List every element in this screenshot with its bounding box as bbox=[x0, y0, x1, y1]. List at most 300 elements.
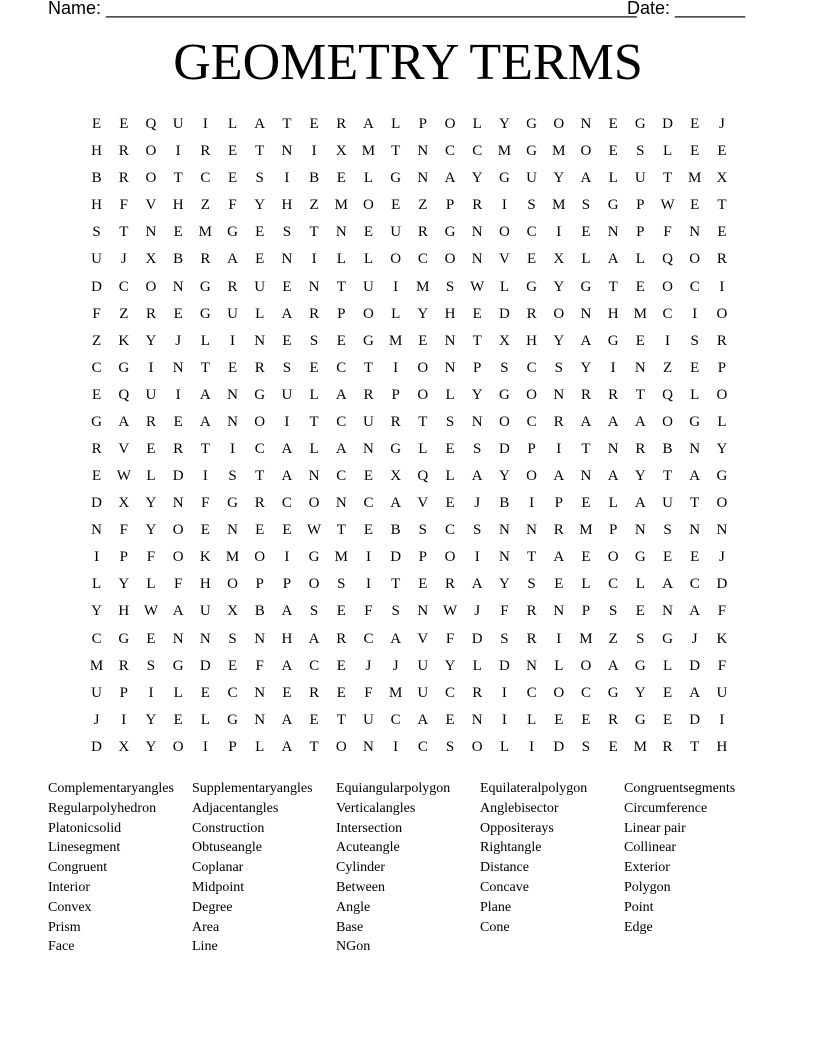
word-list-item: Equiangularpolygon bbox=[336, 781, 451, 796]
grid-letter: N bbox=[553, 386, 565, 403]
grid-letter: F bbox=[119, 522, 128, 539]
word-list-item: Oppositerays bbox=[480, 820, 554, 836]
grid-letter: C bbox=[309, 657, 320, 674]
grid-letter: S bbox=[527, 576, 536, 593]
grid-letter: E bbox=[227, 143, 238, 160]
grid-letter: F bbox=[445, 630, 455, 647]
grid-letter: Y bbox=[553, 332, 565, 349]
grid-letter: R bbox=[336, 630, 347, 647]
grid-letter: D bbox=[498, 305, 510, 322]
grid-letter: O bbox=[227, 576, 238, 593]
grid-letter: I bbox=[719, 278, 725, 295]
grid-letter: T bbox=[662, 468, 673, 485]
grid-letter: N bbox=[689, 224, 701, 241]
word-list-item: Verticalangles bbox=[336, 800, 416, 816]
grid-letter: D bbox=[498, 440, 510, 457]
grid-letter: C bbox=[608, 576, 619, 593]
grid-letter: A bbox=[363, 116, 374, 133]
grid-letter: E bbox=[418, 332, 428, 349]
grid-letter: Z bbox=[662, 359, 673, 376]
grid-letter: S bbox=[146, 657, 156, 674]
grid-letter: T bbox=[363, 359, 374, 376]
grid-letter: A bbox=[607, 468, 619, 485]
grid-letter: S bbox=[473, 522, 482, 539]
grid-letter: L bbox=[336, 251, 346, 268]
date-field[interactable]: Date: _______ bbox=[627, 0, 746, 18]
grid-letter: R bbox=[553, 413, 564, 430]
grid-letter: T bbox=[635, 386, 645, 403]
grid-letter: C bbox=[580, 684, 591, 701]
grid-letter: A bbox=[254, 116, 266, 133]
grid-letter: H bbox=[607, 305, 619, 322]
grid-letter: O bbox=[308, 495, 320, 512]
grid-letter: N bbox=[308, 468, 320, 485]
grid-letter: Y bbox=[145, 332, 157, 349]
grid-letter: F bbox=[255, 657, 264, 674]
grid-letter: I bbox=[610, 359, 616, 376]
grid-letter: M bbox=[633, 738, 648, 755]
grid-letter: G bbox=[634, 711, 646, 728]
grid-letter: R bbox=[662, 738, 673, 755]
grid-letter: O bbox=[607, 549, 619, 566]
grid-letter: V bbox=[417, 495, 429, 512]
grid-letter: A bbox=[335, 440, 347, 457]
grid-letter: O bbox=[444, 251, 456, 268]
grid-letter: B bbox=[390, 522, 401, 539]
grid-letter: C bbox=[445, 684, 456, 701]
word-list-item: Complementaryangles bbox=[48, 781, 174, 796]
grid-letter: S bbox=[690, 332, 699, 349]
grid-letter: R bbox=[526, 603, 537, 620]
grid-letter: E bbox=[554, 711, 564, 728]
grid-letter: T bbox=[418, 413, 428, 430]
grid-letter: Q bbox=[662, 251, 673, 268]
grid-letter: S bbox=[445, 738, 455, 755]
grid-letter: N bbox=[634, 522, 646, 539]
grid-letter: L bbox=[608, 170, 618, 187]
grid-letter: G bbox=[172, 657, 184, 674]
word-list-item: Area bbox=[192, 919, 220, 935]
grid-letter: M bbox=[579, 522, 593, 539]
grid-letter: N bbox=[227, 413, 238, 430]
grid-letter: C bbox=[118, 278, 129, 295]
word-list-item: Distance bbox=[480, 860, 529, 876]
grid-letter: G bbox=[254, 386, 266, 403]
grid-letter: N bbox=[444, 332, 456, 349]
grid-letter: I bbox=[94, 549, 100, 566]
grid-letter: N bbox=[308, 278, 320, 295]
grid-letter: A bbox=[390, 630, 402, 647]
grid-letter: R bbox=[254, 359, 265, 376]
grid-letter: L bbox=[391, 305, 401, 322]
grid-letter: Q bbox=[118, 386, 130, 403]
grid-letter: X bbox=[553, 251, 565, 268]
grid-letter: R bbox=[716, 251, 727, 268]
grid-letter: N bbox=[417, 170, 429, 187]
grid-letter: U bbox=[716, 684, 728, 701]
grid-letter: N bbox=[607, 440, 619, 457]
grid-letter: N bbox=[526, 522, 538, 539]
grid-letter: E bbox=[717, 224, 727, 241]
grid-letter: R bbox=[608, 711, 619, 728]
grid-letter: O bbox=[363, 305, 374, 322]
grid-letter: M bbox=[416, 278, 430, 295]
grid-letter: D bbox=[91, 738, 103, 755]
grid-letter: R bbox=[445, 576, 456, 593]
word-list-item: Linear pair bbox=[624, 820, 686, 836]
grid-letter: Y bbox=[634, 468, 646, 485]
word-list-item: Prism bbox=[48, 919, 81, 935]
grid-letter: I bbox=[393, 738, 399, 755]
grid-letter: O bbox=[254, 413, 266, 430]
grid-letter: O bbox=[417, 386, 429, 403]
grid-letter: E bbox=[635, 332, 645, 349]
grid-letter: I bbox=[393, 278, 399, 295]
grid-letter: I bbox=[202, 116, 208, 133]
grid-letter: D bbox=[471, 630, 483, 647]
grid-letter: Z bbox=[119, 305, 129, 322]
grid-letter: A bbox=[607, 413, 619, 430]
grid-letter: E bbox=[336, 603, 346, 620]
grid-letter: Y bbox=[634, 684, 646, 701]
grid-letter: P bbox=[418, 549, 428, 566]
grid-letter: O bbox=[553, 116, 565, 133]
grid-letter: M bbox=[497, 143, 512, 160]
grid-letter: N bbox=[689, 440, 701, 457]
grid-letter: L bbox=[309, 386, 319, 403]
grid-letter: E bbox=[635, 603, 645, 620]
grid-letter: E bbox=[391, 197, 401, 214]
grid-letter: U bbox=[363, 278, 374, 295]
grid-letter: T bbox=[309, 413, 319, 430]
grid-letter: N bbox=[254, 630, 266, 647]
grid-letter: C bbox=[445, 522, 456, 539]
grid-letter: G bbox=[118, 630, 130, 647]
grid-letter: S bbox=[581, 738, 591, 755]
grid-letter: C bbox=[445, 143, 456, 160]
grid-letter: L bbox=[554, 657, 564, 674]
grid-letter: J bbox=[93, 711, 100, 728]
grid-letter: G bbox=[498, 170, 510, 187]
grid-letter: I bbox=[202, 738, 208, 755]
grid-letter: Y bbox=[417, 305, 429, 322]
grid-letter: E bbox=[581, 549, 591, 566]
grid-letter: N bbox=[607, 224, 619, 241]
grid-letter: Y bbox=[118, 576, 130, 593]
grid-letter: C bbox=[91, 630, 102, 647]
grid-letter: A bbox=[281, 657, 293, 674]
grid-letter: I bbox=[311, 143, 317, 160]
grid-letter: Y bbox=[553, 278, 565, 295]
word-list-item: Equilateralpolygon bbox=[480, 781, 588, 796]
grid-letter: H bbox=[91, 143, 103, 160]
grid-letter: S bbox=[445, 278, 455, 295]
grid-letter: R bbox=[390, 413, 401, 430]
grid-letter: P bbox=[418, 116, 428, 133]
grid-letter: C bbox=[336, 468, 347, 485]
grid-letter: A bbox=[118, 413, 130, 430]
grid-letter: G bbox=[526, 278, 538, 295]
grid-letter: N bbox=[145, 224, 157, 241]
grid-letter: A bbox=[689, 468, 701, 485]
grid-letter: F bbox=[717, 603, 727, 620]
grid-letter: X bbox=[335, 143, 347, 160]
grid-letter: S bbox=[473, 440, 482, 457]
grid-letter: E bbox=[635, 278, 645, 295]
grid-letter: W bbox=[660, 197, 675, 214]
grid-letter: G bbox=[444, 224, 456, 241]
grid-letter: J bbox=[365, 657, 372, 674]
grid-letter: F bbox=[173, 576, 183, 593]
grid-letter: L bbox=[608, 495, 618, 512]
grid-letter: N bbox=[91, 522, 103, 539]
grid-letter: U bbox=[634, 170, 646, 187]
grid-letter: B bbox=[91, 170, 102, 187]
grid-letter: L bbox=[445, 386, 455, 403]
grid-letter: I bbox=[692, 305, 698, 322]
grid-letter: S bbox=[581, 197, 591, 214]
page-title: GEOMETRY TERMS bbox=[173, 34, 643, 91]
grid-letter: E bbox=[717, 143, 727, 160]
grid-letter: N bbox=[553, 603, 565, 620]
grid-letter: L bbox=[363, 251, 374, 268]
grid-letter: L bbox=[717, 413, 727, 430]
grid-letter: S bbox=[500, 630, 509, 647]
grid-letter: P bbox=[636, 224, 645, 241]
grid-letter: R bbox=[635, 440, 646, 457]
grid-letter: V bbox=[498, 251, 510, 268]
grid-letter: T bbox=[200, 359, 210, 376]
grid-letter: E bbox=[581, 711, 591, 728]
grid-letter: S bbox=[663, 522, 672, 539]
grid-letter: X bbox=[390, 468, 402, 485]
word-search-grid bbox=[83, 111, 743, 761]
grid-letter: A bbox=[281, 440, 293, 457]
grid-letter: S bbox=[255, 170, 264, 187]
grid-letter: L bbox=[499, 278, 509, 295]
grid-letter: I bbox=[148, 359, 154, 376]
grid-letter: H bbox=[526, 332, 538, 349]
grid-letter: K bbox=[199, 549, 211, 566]
grid-letter: I bbox=[665, 332, 671, 349]
word-list-item: Midpoint bbox=[192, 879, 245, 895]
grid-letter: O bbox=[716, 305, 728, 322]
grid-letter: S bbox=[309, 603, 319, 620]
grid-letter: I bbox=[175, 386, 181, 403]
grid-letter: G bbox=[227, 711, 238, 728]
grid-letter: E bbox=[662, 549, 673, 566]
grid-letter: Y bbox=[471, 170, 483, 187]
grid-letter: E bbox=[363, 224, 374, 241]
grid-letter: E bbox=[445, 440, 455, 457]
grid-letter: T bbox=[173, 170, 183, 187]
grid-letter: R bbox=[118, 657, 129, 674]
grid-letter: M bbox=[334, 197, 348, 214]
grid-letter: M bbox=[388, 684, 403, 701]
grid-letter: N bbox=[335, 224, 347, 241]
grid-letter: O bbox=[254, 549, 266, 566]
grid-letter: O bbox=[716, 386, 728, 403]
grid-letter: E bbox=[173, 711, 183, 728]
grid-letter: O bbox=[417, 359, 429, 376]
grid-letter: E bbox=[92, 468, 102, 485]
grid-letter: F bbox=[146, 549, 156, 566]
grid-letter: M bbox=[361, 143, 376, 160]
grid-letter: E bbox=[309, 711, 319, 728]
grid-letter: J bbox=[175, 332, 182, 349]
word-list-item: Plane bbox=[480, 899, 512, 915]
grid-letter: F bbox=[717, 657, 727, 674]
word-list-item: Supplementaryangles bbox=[192, 781, 313, 796]
grid-letter: G bbox=[662, 630, 673, 647]
grid-letter: T bbox=[662, 170, 673, 187]
grid-letter: L bbox=[255, 738, 265, 755]
grid-letter: A bbox=[281, 305, 293, 322]
grid-letter: I bbox=[556, 440, 562, 457]
grid-letter: N bbox=[580, 468, 592, 485]
grid-letter: Z bbox=[200, 197, 210, 214]
grid-letter: D bbox=[91, 495, 103, 512]
grid-letter: F bbox=[201, 495, 210, 512]
word-list-item: Cone bbox=[480, 919, 510, 935]
grid-letter: A bbox=[471, 468, 483, 485]
grid-letter: I bbox=[230, 440, 236, 457]
grid-letter: N bbox=[281, 251, 293, 268]
grid-letter: R bbox=[173, 440, 184, 457]
grid-letter: G bbox=[227, 224, 238, 241]
word-list-item: Congruentsegments bbox=[624, 781, 736, 796]
grid-letter: N bbox=[580, 116, 592, 133]
grid-letter: R bbox=[145, 305, 156, 322]
grid-letter: E bbox=[282, 278, 292, 295]
grid-letter: O bbox=[145, 170, 157, 187]
grid-letter: A bbox=[580, 413, 592, 430]
grid-letter: G bbox=[390, 170, 402, 187]
grid-letter: V bbox=[118, 440, 130, 457]
grid-letter: J bbox=[392, 657, 399, 674]
grid-letter: G bbox=[580, 278, 592, 295]
grid-letter: D bbox=[199, 657, 211, 674]
word-list-item: Exterior bbox=[624, 860, 670, 876]
grid-letter: A bbox=[580, 170, 592, 187]
grid-letter: R bbox=[363, 386, 374, 403]
grid-letter: I bbox=[284, 549, 290, 566]
grid-letter: J bbox=[474, 495, 481, 512]
grid-letter: L bbox=[527, 711, 537, 728]
grid-letter: N bbox=[363, 738, 374, 755]
grid-letter: C bbox=[526, 359, 537, 376]
grid-letter: G bbox=[634, 549, 646, 566]
grid-letter: O bbox=[471, 738, 483, 755]
grid-letter: L bbox=[499, 738, 509, 755]
grid-letter: C bbox=[200, 170, 211, 187]
grid-letter: N bbox=[526, 657, 538, 674]
grid-letter: D bbox=[553, 738, 565, 755]
grid-letter: O bbox=[662, 413, 673, 430]
grid-letter: E bbox=[173, 413, 183, 430]
grid-letter: R bbox=[145, 413, 156, 430]
grid-letter: R bbox=[336, 116, 347, 133]
grid-letter: I bbox=[230, 332, 236, 349]
grid-letter: U bbox=[227, 305, 238, 322]
grid-letter: O bbox=[172, 549, 184, 566]
name-field[interactable]: Name: _____________________________________________________ bbox=[48, 0, 637, 18]
grid-letter: Y bbox=[145, 522, 157, 539]
grid-letter: A bbox=[199, 386, 211, 403]
grid-letter: D bbox=[689, 711, 701, 728]
grid-letter: P bbox=[581, 603, 591, 620]
grid-letter: B bbox=[662, 440, 673, 457]
grid-letter: S bbox=[418, 522, 428, 539]
word-list-item: Coplanar bbox=[192, 860, 244, 876]
word-list-item: Regularpolyhedron bbox=[48, 800, 157, 816]
grid-letter: R bbox=[309, 684, 320, 701]
grid-letter: L bbox=[690, 386, 700, 403]
grid-letter: E bbox=[173, 224, 183, 241]
grid-letter: A bbox=[553, 468, 565, 485]
grid-letter: L bbox=[472, 116, 482, 133]
grid-letter: L bbox=[363, 170, 374, 187]
grid-letter: M bbox=[579, 630, 593, 647]
grid-letter: D bbox=[498, 657, 510, 674]
grid-letter: P bbox=[119, 684, 128, 701]
grid-letter: I bbox=[175, 143, 181, 160]
word-list-item: Convex bbox=[48, 899, 92, 915]
grid-letter: I bbox=[393, 359, 399, 376]
grid-letter: R bbox=[200, 143, 211, 160]
grid-letter: E bbox=[581, 224, 591, 241]
grid-letter: Y bbox=[145, 495, 157, 512]
grid-letter: G bbox=[526, 116, 538, 133]
grid-letter: E bbox=[690, 197, 700, 214]
grid-letter: Z bbox=[418, 197, 428, 214]
grid-letter: K bbox=[118, 332, 130, 349]
grid-letter: O bbox=[363, 197, 374, 214]
grid-letter: G bbox=[498, 386, 510, 403]
grid-letter: U bbox=[417, 657, 429, 674]
grid-letter: L bbox=[173, 684, 183, 701]
grid-letter: R bbox=[608, 386, 619, 403]
grid-letter: C bbox=[336, 359, 347, 376]
grid-letter: X bbox=[118, 738, 130, 755]
word-list-item: Construction bbox=[192, 820, 265, 836]
grid-letter: T bbox=[282, 116, 292, 133]
grid-letter: G bbox=[634, 116, 646, 133]
grid-letter: Y bbox=[498, 116, 510, 133]
grid-letter: T bbox=[717, 197, 727, 214]
grid-letter: N bbox=[417, 603, 429, 620]
grid-letter: P bbox=[228, 738, 237, 755]
grid-letter: B bbox=[309, 170, 320, 187]
grid-letter: O bbox=[553, 305, 565, 322]
grid-letter: G bbox=[634, 657, 646, 674]
grid-letter: W bbox=[442, 603, 458, 620]
grid-letter: E bbox=[282, 332, 292, 349]
grid-letter: F bbox=[119, 197, 128, 214]
grid-letter: M bbox=[225, 549, 240, 566]
grid-letter: F bbox=[228, 197, 237, 214]
grid-letter: F bbox=[92, 305, 101, 322]
grid-letter: E bbox=[336, 170, 346, 187]
grid-letter: I bbox=[365, 576, 371, 593]
word-list-item: Polygon bbox=[624, 879, 671, 895]
grid-letter: R bbox=[417, 224, 428, 241]
grid-letter: R bbox=[526, 305, 537, 322]
grid-letter: M bbox=[334, 549, 348, 566]
grid-letter: L bbox=[255, 305, 265, 322]
header-line bbox=[48, 0, 748, 20]
grid-letter: Z bbox=[92, 332, 102, 349]
